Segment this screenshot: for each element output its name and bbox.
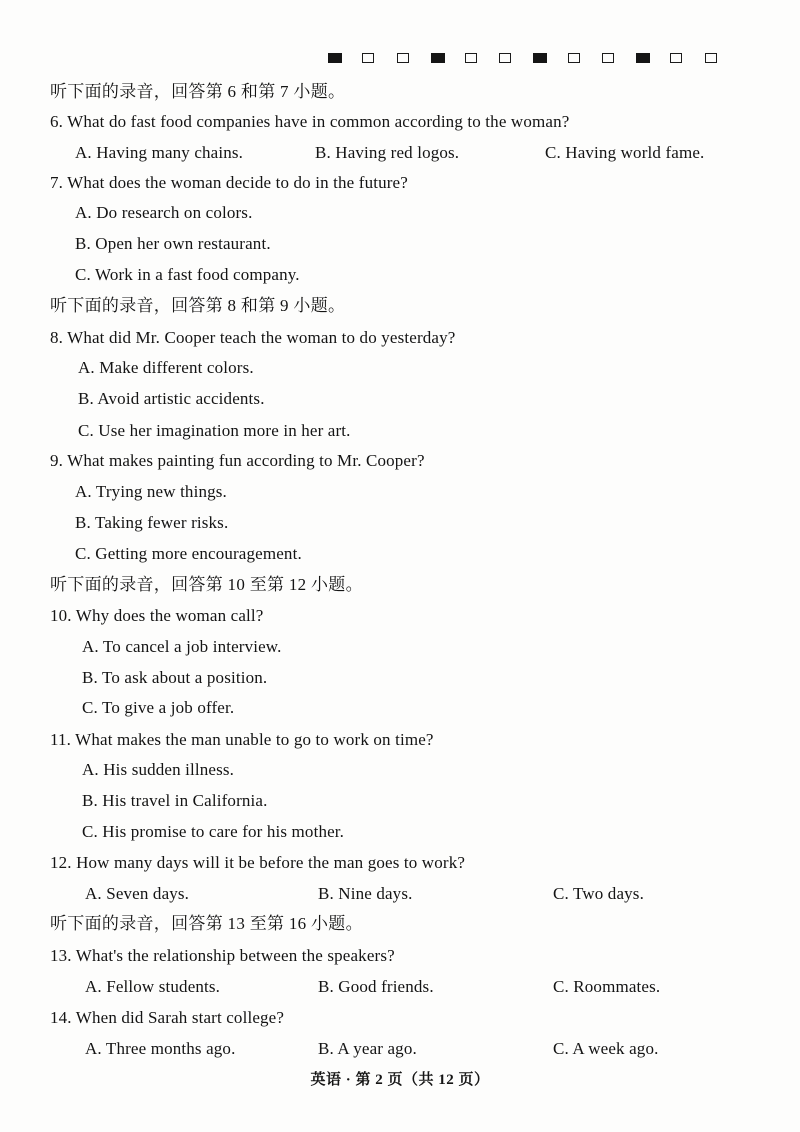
alignment-mark — [533, 53, 547, 63]
option-c: C. Roommates. — [553, 977, 661, 996]
alignment-mark — [670, 53, 682, 63]
question-stem: 11. What makes the man unable to go to work on time? — [50, 730, 434, 749]
question-stem: 7. What does the woman decide to do in the future? — [50, 173, 408, 192]
section-instruction: 听下面的录音，回答第 13 至第 16 小题。 — [50, 914, 363, 933]
question-stem: 9. What makes painting fun according to Mr. Cooper? — [50, 451, 425, 470]
question-stem: 8. What did Mr. Cooper teach the woman to do yesterday? — [50, 328, 456, 347]
section-instruction: 听下面的录音，回答第 10 至第 12 小题。 — [50, 575, 363, 594]
question-stem: 14. When did Sarah start college? — [50, 1008, 285, 1027]
option-c: C. Getting more encouragement. — [75, 544, 302, 563]
alignment-mark — [705, 53, 717, 63]
option-c: C. Use her imagination more in her art. — [78, 421, 351, 440]
option-a: A. Fellow students. — [85, 977, 221, 996]
option-b: B. Open her own restaurant. — [75, 234, 271, 253]
alignment-mark — [328, 53, 342, 63]
option-a: A. Make different colors. — [78, 358, 254, 377]
option-c: C. His promise to care for his mother. — [82, 822, 345, 841]
option-a: A. His sudden illness. — [82, 760, 235, 779]
option-b: B. A year ago. — [318, 1039, 417, 1058]
option-b: B. Nine days. — [318, 884, 413, 903]
option-a: A. Trying new things. — [75, 482, 227, 501]
option-c: C. A week ago. — [553, 1039, 659, 1058]
option-b: B. Good friends. — [318, 977, 434, 996]
option-b: B. Avoid artistic accidents. — [78, 389, 265, 408]
question-stem: 13. What's the relationship between the speakers? — [50, 946, 395, 965]
option-c: C. Work in a fast food company. — [75, 265, 300, 284]
alignment-mark — [602, 53, 614, 63]
option-c: C. Having world fame. — [545, 143, 705, 162]
option-a: A. Seven days. — [85, 884, 190, 903]
question-stem: 10. Why does the woman call? — [50, 606, 264, 625]
option-b: B. To ask about a position. — [82, 668, 268, 687]
option-a: A. Having many chains. — [75, 143, 244, 162]
section-instruction: 听下面的录音，回答第 8 和第 9 小题。 — [50, 296, 346, 315]
option-a: A. Three months ago. — [85, 1039, 236, 1058]
alignment-mark — [636, 53, 650, 63]
option-a: A. To cancel a job interview. — [82, 637, 282, 656]
option-b: B. Having red logos. — [315, 143, 460, 162]
option-c: C. To give a job offer. — [82, 698, 235, 717]
option-b: B. Taking fewer risks. — [75, 513, 229, 532]
alignment-mark — [362, 53, 374, 63]
option-b: B. His travel in California. — [82, 791, 268, 810]
option-a: A. Do research on colors. — [75, 203, 253, 222]
question-stem: 6. What do fast food companies have in common according to the woman? — [50, 112, 570, 131]
option-c: C. Two days. — [553, 884, 644, 903]
alignment-mark — [465, 53, 477, 63]
section-instruction: 听下面的录音，回答第 6 和第 7 小题。 — [50, 82, 346, 101]
alignment-mark — [499, 53, 511, 63]
alignment-mark — [431, 53, 445, 63]
alignment-mark — [568, 53, 580, 63]
question-stem: 12. How many days will it be before the man goes to work? — [50, 853, 466, 872]
alignment-mark — [397, 53, 409, 63]
page-footer: 英语 · 第 2 页（共 12 页） — [310, 1072, 490, 1088]
